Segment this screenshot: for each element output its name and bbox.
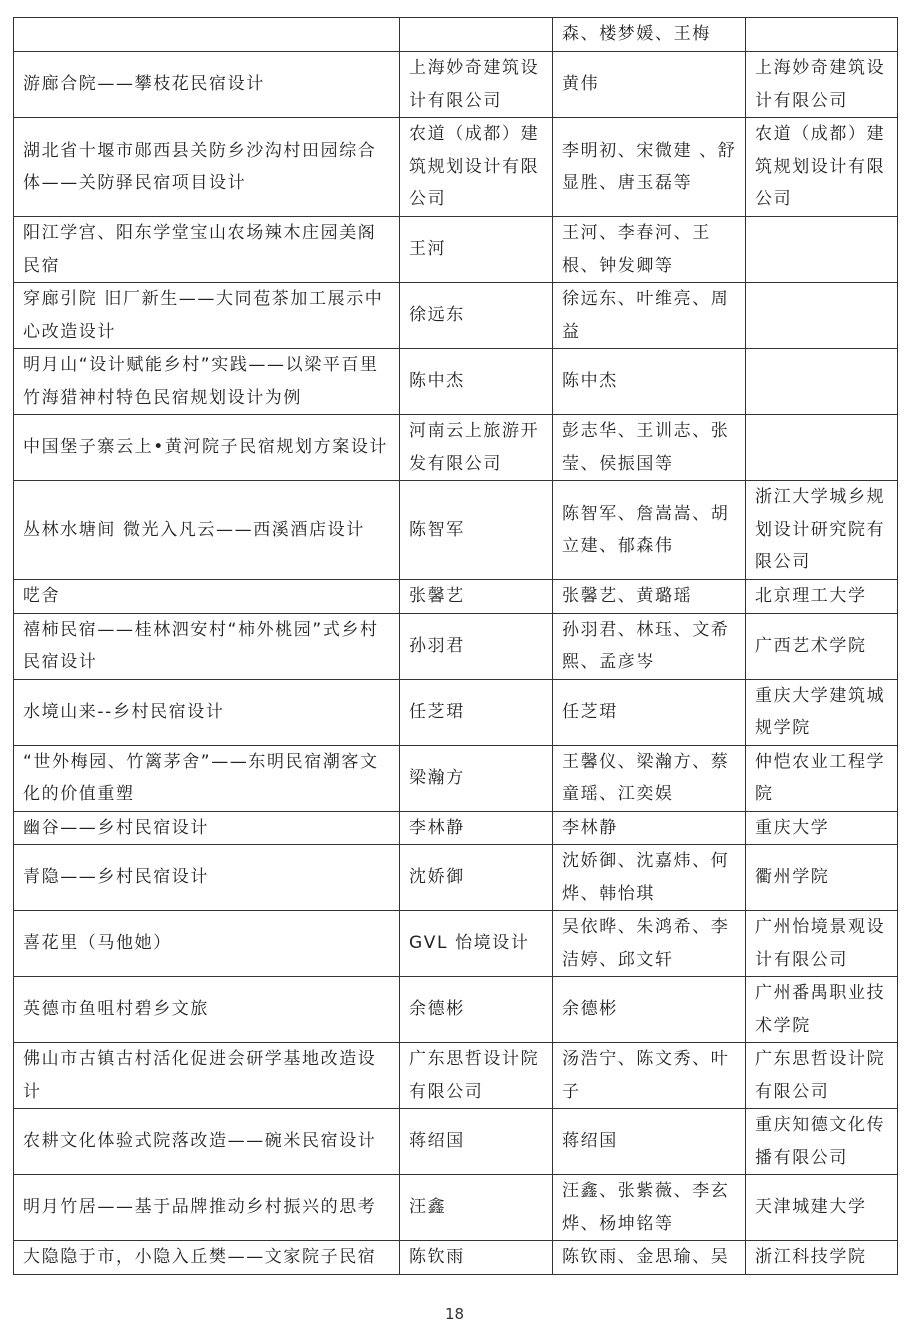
applicant-cell xyxy=(400,18,553,52)
project-cell: 青隐——乡村民宿设计 xyxy=(14,845,400,911)
applicant-cell: 河南云上旅游开发有限公司 xyxy=(400,415,553,481)
institution-cell: 北京理工大学 xyxy=(746,580,898,614)
table-row xyxy=(14,283,898,349)
applicant-cell: 沈娇御 xyxy=(400,845,553,911)
institution-cell: 广西艺术学院 xyxy=(746,613,898,679)
table-row xyxy=(14,977,898,1043)
table-row xyxy=(14,349,898,415)
institution-cell: 重庆大学 xyxy=(746,811,898,845)
applicant-cell: 张馨艺 xyxy=(400,580,553,614)
applicant-cell: 王河 xyxy=(400,217,553,283)
institution-cell: 重庆知德文化传播有限公司 xyxy=(746,1109,898,1175)
applicant-cell: 蒋绍国 xyxy=(400,1109,553,1175)
institution-cell: 广东思哲设计院有限公司 xyxy=(746,1043,898,1109)
designers-cell: 王河、李春河、王根、钟发卿等 xyxy=(553,217,746,283)
institution-cell xyxy=(746,18,898,52)
table-row xyxy=(14,1109,898,1175)
project-cell: 呓舍 xyxy=(14,580,400,614)
designers-cell: 徐远东、叶维亮、周益 xyxy=(553,283,746,349)
designers-cell: 沈娇御、沈嘉炜、何烨、韩怡琪 xyxy=(553,845,746,911)
project-cell: 水境山来--乡村民宿设计 xyxy=(14,679,400,745)
designers-cell: 余德彬 xyxy=(553,977,746,1043)
project-cell: 明月竹居——基于品牌推动乡村振兴的思考 xyxy=(14,1175,400,1241)
table-row xyxy=(14,745,898,811)
project-cell: “世外梅园、竹篱茅舍”——东明民宿潮客文化的价值重塑 xyxy=(14,745,400,811)
project-cell: 大隐隐于市，小隐入丘樊——文家院子民宿 xyxy=(14,1241,400,1275)
table-row xyxy=(14,580,898,614)
table-row xyxy=(14,1175,898,1241)
project-cell xyxy=(14,18,400,52)
designers-cell: 吴依晔、朱鸿希、李洁婷、邱文轩 xyxy=(553,911,746,977)
project-cell: 中国堡子寨云上•黄河院子民宿规划方案设计 xyxy=(14,415,400,481)
institution-cell: 天津城建大学 xyxy=(746,1175,898,1241)
applicant-cell: 余德彬 xyxy=(400,977,553,1043)
table-row xyxy=(14,613,898,679)
project-cell: 农耕文化体验式院落改造——碗米民宿设计 xyxy=(14,1109,400,1175)
table-row xyxy=(14,1043,898,1109)
designers-cell: 李林静 xyxy=(553,811,746,845)
applicant-cell: 陈钦雨 xyxy=(400,1241,553,1275)
designers-cell: 彭志华、王训志、张莹、侯振国等 xyxy=(553,415,746,481)
designers-cell: 黄伟 xyxy=(553,52,746,118)
institution-cell: 仲恺农业工程学院 xyxy=(746,745,898,811)
designers-cell: 陈智军、詹嵩嵩、胡立建、郁森伟 xyxy=(553,481,746,580)
institution-cell: 广州怡境景观设计有限公司 xyxy=(746,911,898,977)
designers-cell: 汪鑫、张紫薇、李玄烨、杨坤铭等 xyxy=(553,1175,746,1241)
institution-cell: 重庆大学建筑城规学院 xyxy=(746,679,898,745)
designers-cell: 汤浩宁、陈文秀、叶子 xyxy=(553,1043,746,1109)
applicant-cell: 上海妙奇建筑设计有限公司 xyxy=(400,52,553,118)
project-cell: 湖北省十堰市郧西县关防乡沙沟村田园综合体——关防驿民宿项目设计 xyxy=(14,118,400,217)
project-cell: 喜花里（马他她） xyxy=(14,911,400,977)
designers-cell: 蒋绍国 xyxy=(553,1109,746,1175)
table-row xyxy=(14,217,898,283)
project-cell: 幽谷——乡村民宿设计 xyxy=(14,811,400,845)
applicant-cell: GVL 怡境设计 xyxy=(400,911,553,977)
designers-cell: 张馨艺、黄璐瑶 xyxy=(553,580,746,614)
project-cell: 丛林水塘间 微光入凡云——西溪酒店设计 xyxy=(14,481,400,580)
applicant-cell: 梁瀚方 xyxy=(400,745,553,811)
table-row xyxy=(14,118,898,217)
table-row xyxy=(14,481,898,580)
project-cell: 阳江学宫、阳东学堂宝山农场辣木庄园美阁民宿 xyxy=(14,217,400,283)
designers-cell: 李明初、宋微建 、舒显胜、唐玉磊等 xyxy=(553,118,746,217)
table-row xyxy=(14,911,898,977)
project-cell: 英德市鱼咀村碧乡文旅 xyxy=(14,977,400,1043)
institution-cell: 农道（成都）建筑规划设计有限公司 xyxy=(746,118,898,217)
table-row xyxy=(14,811,898,845)
designers-cell: 王馨仪、梁瀚方、蔡童瑶、江奕娱 xyxy=(553,745,746,811)
institution-cell xyxy=(746,283,898,349)
institution-cell: 广州番禺职业技术学院 xyxy=(746,977,898,1043)
institution-cell xyxy=(746,415,898,481)
applicant-cell: 李林静 xyxy=(400,811,553,845)
institution-cell: 上海妙奇建筑设计有限公司 xyxy=(746,52,898,118)
awards-table xyxy=(13,17,898,1275)
table-row xyxy=(14,18,898,52)
institution-cell: 浙江科技学院 xyxy=(746,1241,898,1275)
designers-cell: 陈钦雨、金思瑜、吴 xyxy=(553,1241,746,1275)
table-row xyxy=(14,845,898,911)
applicant-cell: 汪鑫 xyxy=(400,1175,553,1241)
table-row xyxy=(14,679,898,745)
institution-cell xyxy=(746,349,898,415)
applicant-cell: 农道（成都）建筑规划设计有限公司 xyxy=(400,118,553,217)
project-cell: 佛山市古镇古村活化促进会研学基地改造设计 xyxy=(14,1043,400,1109)
applicant-cell: 广东思哲设计院有限公司 xyxy=(400,1043,553,1109)
applicant-cell: 徐远东 xyxy=(400,283,553,349)
project-cell: 明月山“设计赋能乡村”实践——以梁平百里竹海猎神村特色民宿规划设计为例 xyxy=(14,349,400,415)
applicant-cell: 孙羽君 xyxy=(400,613,553,679)
applicant-cell: 陈智军 xyxy=(400,481,553,580)
institution-cell xyxy=(746,217,898,283)
project-cell: 穿廊引院 旧厂新生——大同苞茶加工展示中心改造设计 xyxy=(14,283,400,349)
applicant-cell: 任芝珺 xyxy=(400,679,553,745)
applicant-cell: 陈中杰 xyxy=(400,349,553,415)
project-cell: 禧柿民宿——桂林泗安村“柿外桃园”式乡村民宿设计 xyxy=(14,613,400,679)
designers-cell: 森、楼梦媛、王梅 xyxy=(553,18,746,52)
institution-cell: 衢州学院 xyxy=(746,845,898,911)
designers-cell: 陈中杰 xyxy=(553,349,746,415)
designers-cell: 孙羽君、林珏、文希熙、孟彦岑 xyxy=(553,613,746,679)
table-row xyxy=(14,52,898,118)
designers-cell: 任芝珺 xyxy=(553,679,746,745)
page-number: 18 xyxy=(444,1305,465,1323)
table-body xyxy=(14,18,898,1275)
table-row xyxy=(14,1241,898,1275)
table-row xyxy=(14,415,898,481)
institution-cell: 浙江大学城乡规划设计研究院有限公司 xyxy=(746,481,898,580)
project-cell: 游廊合院——攀枝花民宿设计 xyxy=(14,52,400,118)
